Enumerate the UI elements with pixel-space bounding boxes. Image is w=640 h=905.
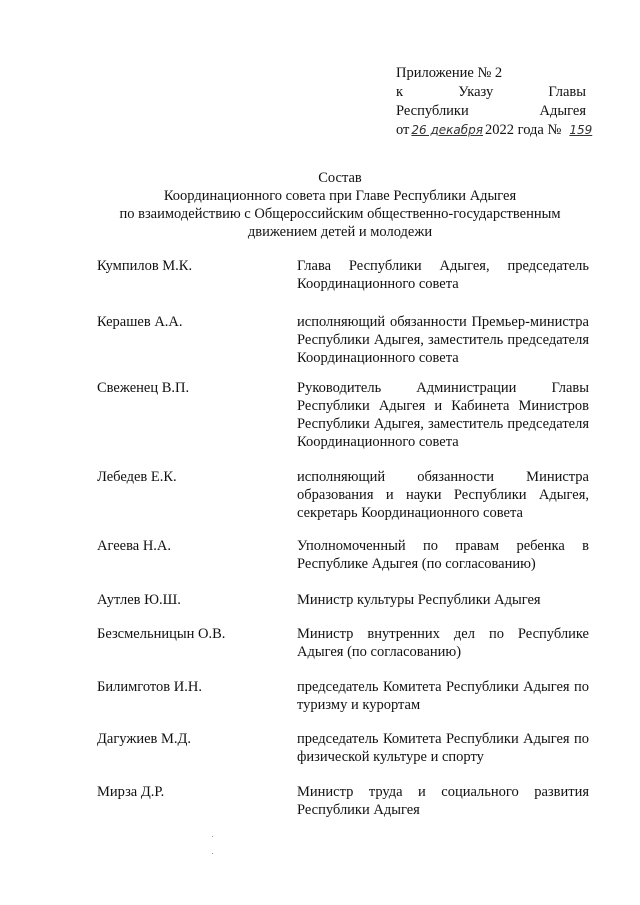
member-row bbox=[97, 537, 589, 573]
scan-speck bbox=[212, 836, 213, 837]
member-row bbox=[97, 591, 589, 609]
member-row bbox=[97, 257, 589, 293]
member-row bbox=[97, 468, 589, 522]
member-row bbox=[97, 678, 589, 714]
member-role: председатель Комитета Республики Адыгея по туризму и курортам bbox=[297, 679, 589, 713]
title-line-4: движением детей и молодежи bbox=[247, 224, 433, 240]
scan-speck bbox=[212, 853, 213, 854]
member-role: председатель Комитета Республики Адыгея по физической культуре и спорту bbox=[297, 731, 589, 765]
member-row bbox=[97, 313, 589, 367]
member-role: Руководитель Администрации Главы Республики Адыгея и Кабинета Министров Республики Адыгея, заместитель председателя Координационного совета bbox=[297, 380, 589, 450]
member-role: исполняющий обязанности Министра образования и науки Республики Адыгея, секретарь Координационного совета bbox=[297, 469, 589, 521]
member-row bbox=[97, 730, 589, 766]
handwritten-date: 26 декабря bbox=[411, 123, 484, 137]
document-title bbox=[80, 169, 600, 241]
member-role: Уполномоченный по правам ребенка в Республике Адыгея (по согласованию) bbox=[297, 538, 589, 572]
member-name: Кумпилов М.К. bbox=[97, 258, 193, 274]
appendix-year-number-label: 2022 года № bbox=[485, 122, 562, 138]
appendix-word-republic: Республики bbox=[396, 103, 469, 119]
appendix-line-1 bbox=[396, 64, 586, 83]
appendix-line-3 bbox=[396, 102, 586, 121]
appendix-word-decree: Указу bbox=[458, 84, 494, 100]
member-role: Глава Республики Адыгея, председатель Координационного совета bbox=[297, 258, 589, 292]
appendix-line-4 bbox=[396, 121, 593, 140]
member-name: Лебедев Е.К. bbox=[97, 469, 177, 485]
member-name: Керашев А.А. bbox=[97, 314, 183, 330]
appendix-header bbox=[396, 64, 593, 140]
member-name: Безсмельницын О.В. bbox=[97, 626, 226, 642]
member-row bbox=[97, 379, 589, 451]
title-line-3: по взаимодействию с Общероссийским общественно-государственным bbox=[119, 206, 561, 222]
member-name: Агеева Н.А. bbox=[97, 538, 172, 554]
handwritten-number: 159 bbox=[569, 123, 593, 137]
appendix-title: Приложение № 2 bbox=[396, 65, 503, 81]
member-role: Министр труда и социального развития Республики Адыгея bbox=[297, 784, 589, 818]
member-row bbox=[97, 783, 589, 819]
title-line-2: Координационного совета при Главе Республики Адыгея bbox=[163, 188, 517, 204]
member-row bbox=[97, 625, 589, 661]
title-line-1: Состав bbox=[318, 170, 362, 186]
member-name: Аутлев Ю.Ш. bbox=[97, 592, 181, 608]
member-name: Дагужиев М.Д. bbox=[97, 731, 192, 747]
appendix-date-prefix: от bbox=[396, 122, 410, 138]
member-name: Билимготов И.Н. bbox=[97, 679, 202, 695]
appendix-word-head: Главы bbox=[548, 84, 586, 100]
appendix-word-k: к bbox=[396, 84, 404, 100]
member-role: Министр внутренних дел по Республике Адыгея (по согласованию) bbox=[297, 626, 589, 660]
member-name: Свеженец В.П. bbox=[97, 380, 190, 396]
member-role: исполняющий обязанности Премьер-министра Республики Адыгея, заместитель председателя Координационного совета bbox=[297, 314, 589, 366]
appendix-line-2 bbox=[396, 83, 586, 102]
appendix-word-adygea: Адыгея bbox=[539, 103, 586, 119]
member-name: Мирза Д.Р. bbox=[97, 784, 165, 800]
member-role: Министр культуры Республики Адыгея bbox=[297, 592, 541, 608]
